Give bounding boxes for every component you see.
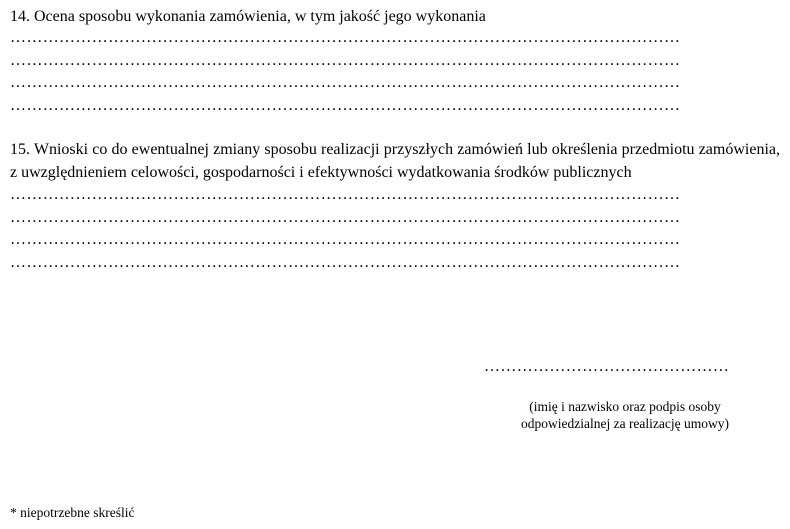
section-14-dot-line-2: …………………………………………………………………………………………………………… (10, 51, 681, 69)
signature-caption-line-1: (imię i nazwisko oraz podpis osoby (529, 399, 721, 414)
signature-caption-line-2: odpowiedzialnej za realizację umowy) (520, 416, 730, 431)
signature-dot-line: ……………………………………… (484, 358, 730, 375)
section-15-dot-line-2: …………………………………………………………………………………………………………… (10, 208, 681, 226)
section-14-dot-line-4: …………………………………………………………………………………………………………… (10, 97, 681, 115)
section-15-heading: 15. Wnioski co do ewentualnej zmiany sposobu realizacji przyszłych zamówień lub określenia przedmiotu zamówienia, z uwzględnieniem celowości, gospodarności i efektywności wydatkowania środków publicznych (10, 141, 780, 181)
signature-caption (484, 398, 766, 432)
section-15-dot-line-4: …………………………………………………………………………………………………………… (10, 254, 681, 272)
section-14-heading: 14. Ocena sposobu wykonania zamówienia, w tym jakość jego wykonania (10, 8, 486, 25)
section-14-dot-line-1: …………………………………………………………………………………………………………… (10, 29, 681, 46)
section-15-dot-line-1: …………………………………………………………………………………………………………… (10, 186, 681, 203)
section-14-dot-line-3: …………………………………………………………………………………………………………… (10, 74, 681, 92)
section-15 (10, 138, 780, 275)
section-14 (10, 6, 780, 118)
footnote: * niepotrzebne skreślić (10, 505, 135, 520)
section-15-dot-line-3: …………………………………………………………………………………………………………… (10, 231, 681, 249)
